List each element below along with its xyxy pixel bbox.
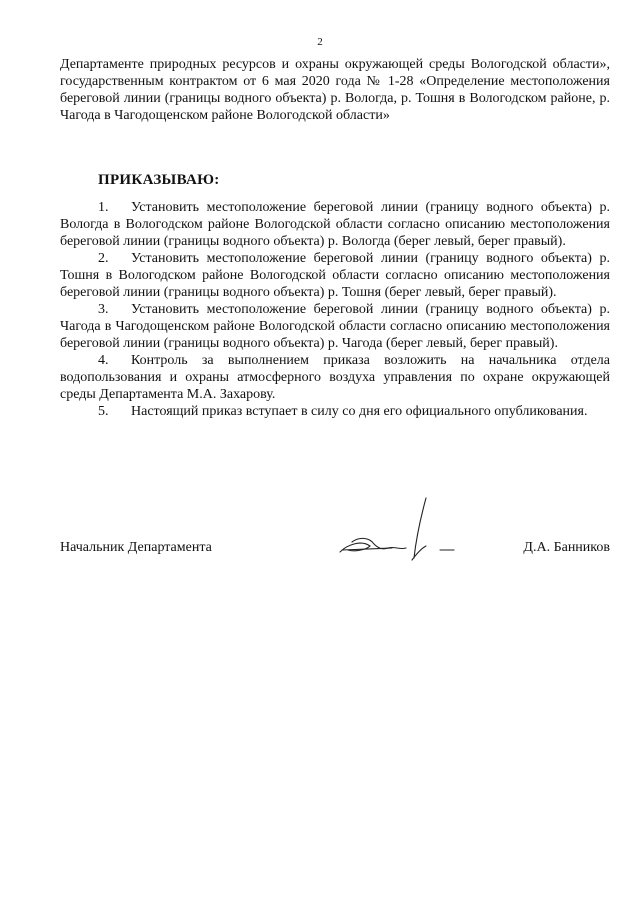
order-item-4: [60, 352, 610, 403]
intro-paragraph: Департаменте природных ресурсов и охраны окружающей среды Вологодской области», государственным контрактом от 6 мая 2020 года № 1-28 «Определение местоположения береговой линии (границы водного объекта) р. Вологда, р. Тошня в Вологодском районе, р. Чагода в Чагодощенском районе Вологодской области»: [60, 57, 610, 123]
order-item-5: [60, 403, 610, 420]
item-text: Установить местоположение береговой линии (границу водного объекта) р. Тошня в Вологодском районе Вологодской области согласно описанию местоположения береговой линии (границы водного объекта) р. Тошня (берег левый, берег правый).: [60, 251, 610, 300]
order-heading: ПРИКАЗЫВАЮ:: [98, 172, 220, 188]
signer-name: Д.А. Банников: [523, 540, 610, 555]
order-item-1: [60, 199, 610, 250]
item-number: 2.: [98, 251, 109, 266]
document-body: [60, 56, 610, 420]
order-item-2: [60, 250, 610, 301]
handwritten-signature: [322, 490, 462, 570]
item-number: 3.: [98, 302, 109, 317]
item-number: 4.: [98, 353, 109, 368]
item-text: Контроль за выполнением приказа возложить на начальника отдела водопользования и охраны атмосферного воздуха управления по охране окружающей среды Департамента М.А. Захарову.: [60, 353, 610, 402]
item-number: 1.: [98, 200, 109, 215]
item-text: Установить местоположение береговой линии (границу водного объекта) р. Вологда в Вологодском районе Вологодской области согласно описанию местоположения береговой линии (границы водного объекта) р. Вологда (берег левый, берег правый).: [60, 200, 610, 249]
item-number: 5.: [98, 404, 109, 419]
item-text: Настоящий приказ вступает в силу со дня его официального опубликования.: [131, 404, 588, 419]
item-text: Установить местоположение береговой линии (границу водного объекта) р. Чагода в Чагодощенском районе Вологодской области согласно описанию местоположения береговой линии (границы водного объекта) р. Чагода (берег левый, берег правый).: [60, 302, 610, 351]
signer-title: Начальник Департамента: [60, 540, 212, 555]
order-item-3: [60, 301, 610, 352]
signature-block: [60, 540, 610, 570]
page-number: 2: [317, 36, 323, 48]
